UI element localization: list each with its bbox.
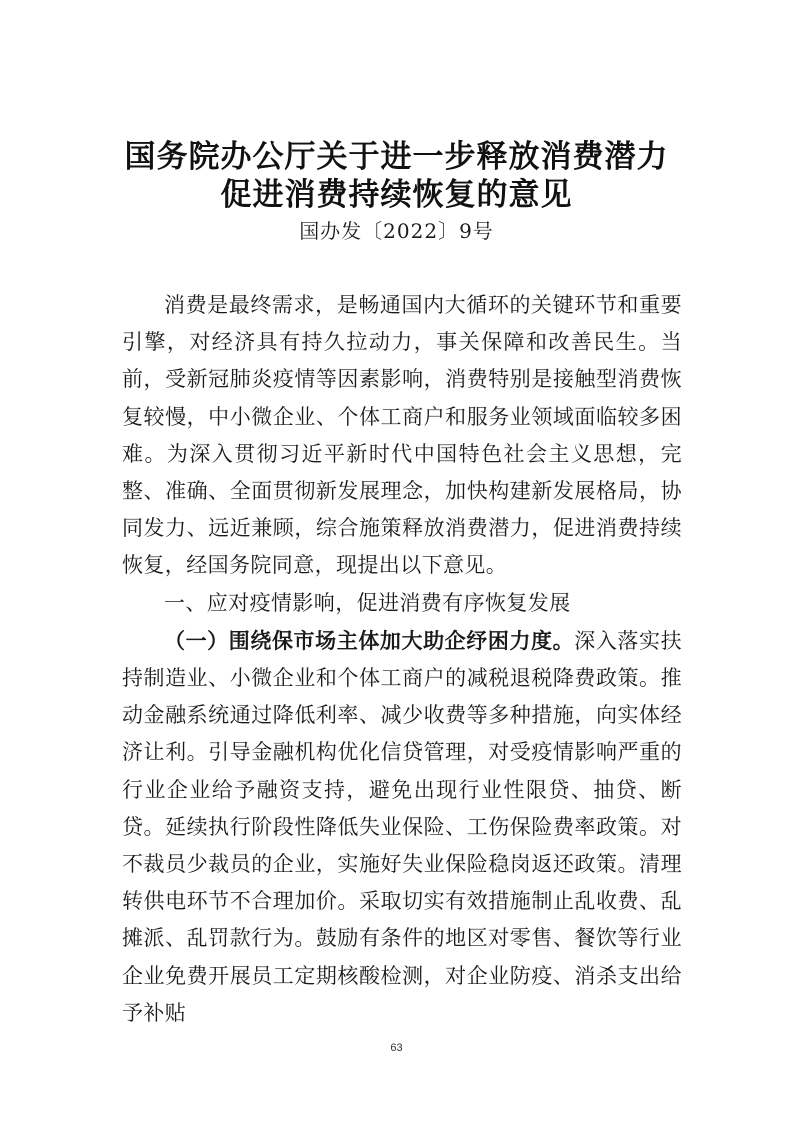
page-number: 63 [390, 1042, 403, 1054]
subsection-paragraph [122, 622, 682, 1032]
document-number: 国办发〔2022〕9号 [299, 219, 494, 243]
document-title-line2: 促进消费持续恢复的意见 [220, 177, 573, 213]
subsection-text: 深入落实扶持制造业、小微企业和个体工商户的减税退税降费政策。推动金融系统通过降低利率、减少收费等多种措施，向实体经济让利。引导金融机构优化信贷管理，对受疫情影响严重的行业企业给予融资支持，避免出现行业性限贷、抽贷、断贷。延续执行阶段性降低失业保险、工伤保险费率政策。对不裁员少裁员的企业，实施好失业保险稳岗返还政策。清理转供电环节不合理加价。采取切实有效措施制止乱收费、乱摊派、乱罚款行为。鼓励有条件的地区对零售、餐饮等行业企业免费开展员工定期核酸检测，对企业防疫、消杀支出给予补贴 [122, 628, 682, 1025]
section-heading: 一、应对疫情影响，促进消费有序恢复发展 [164, 590, 571, 615]
document-title-line1: 国务院办公厅关于进一步释放消费潜力 [124, 139, 669, 175]
intro-paragraph: 消费是最终需求，是畅通国内大循环的关键环节和重要引擎，对经济具有持久拉动力，事关保障和改善民生。当前，受新冠肺炎疫情等因素影响，消费特别是接触型消费恢复较慢，中小微企业、个体工商户和服务业领域面临较多困难。为深入贯彻习近平新时代中国特色社会主义思想，完整、准确、全面贯彻新发展理念，加快构建新发展格局，协同发力、远近兼顾，综合施策释放消费潜力，促进消费持续恢复，经国务院同意，现提出以下意见。 [122, 293, 682, 578]
subsection-heading: （一）围绕保市场主体加大助企纾困力度。 [164, 627, 575, 653]
document-body [122, 287, 682, 1032]
